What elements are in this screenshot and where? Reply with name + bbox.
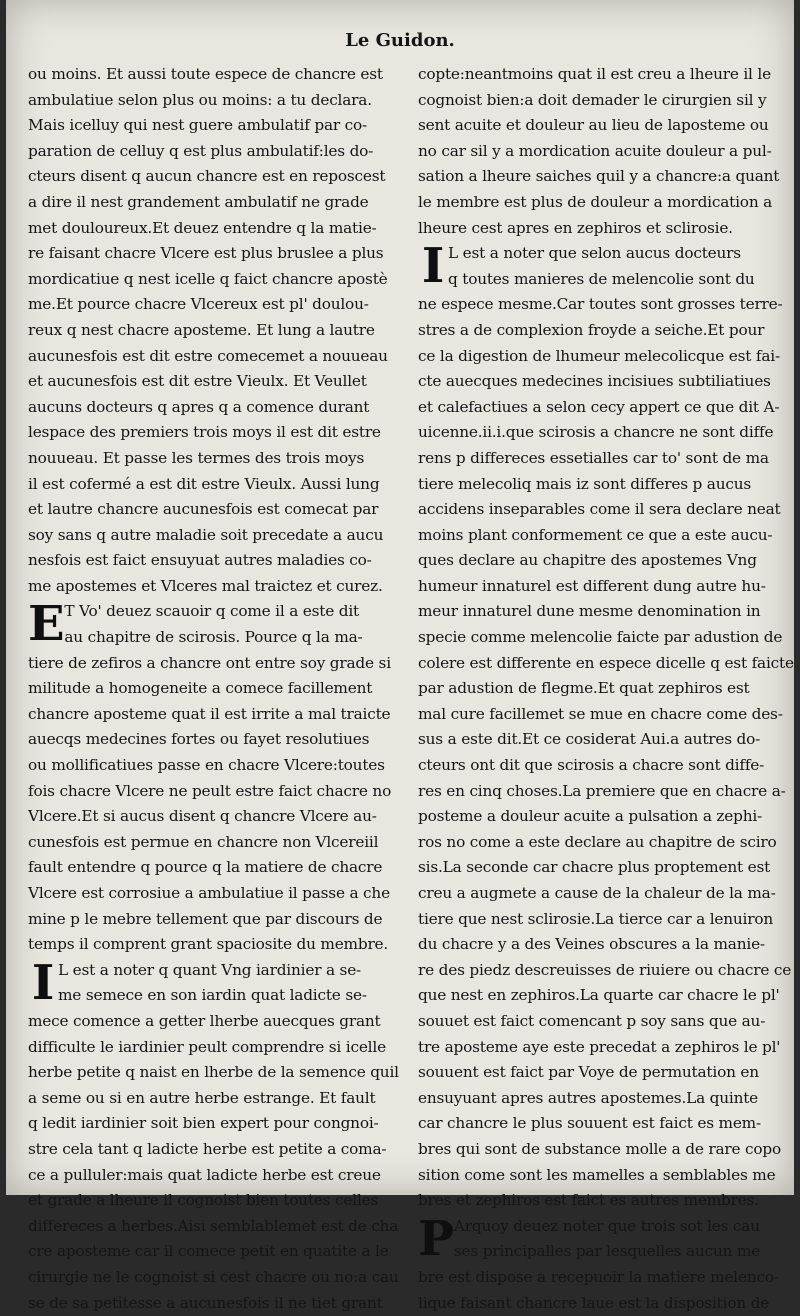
text-line: moins plant conformement ce que a este aucu-	[418, 523, 788, 549]
drop-capital: P	[418, 1214, 454, 1265]
text-line: ambulatiue selon plus ou moins: a tu declara.	[28, 88, 398, 114]
text-line: humeur innaturel est different dung autre hu-	[418, 574, 788, 600]
text-line: du chacre y a des Veines obscures a la manie-	[418, 932, 788, 958]
text-line: q toutes manieres de melencolie sont du	[448, 267, 788, 293]
text-line: sus a este dit.Et ce cosiderat Aui.a autres do-	[418, 727, 788, 753]
text-line: L est a noter que selon aucus docteurs	[448, 241, 788, 267]
text-line: il est cofermé a est dit estre Vieulx. Aussi lung	[28, 472, 398, 498]
text-line: se de sa petitesse a aucunesfois il ne tiet grant	[28, 1291, 398, 1316]
text-line: Vlcere est corrosiue a ambulatiue il passe a che	[28, 881, 398, 907]
text-line: stre cela tant q ladicte herbe est petite a coma-	[28, 1137, 398, 1163]
text-line: que nest en zephiros.La quarte car chacre le pl'	[418, 983, 788, 1009]
text-line: cirurgie ne le cognoist si cest chacre ou no:a cau	[28, 1265, 398, 1291]
text-line: herbe petite q naist en lherbe de la semence quil	[28, 1060, 398, 1086]
text-line: mal cure facillemet se mue en chacre come des-	[418, 702, 788, 728]
text-line: stres a de complexion froyde a seiche.Et pour	[418, 318, 788, 344]
text-line: sent acuite et douleur au lieu de laposteme ou	[418, 113, 788, 139]
text-line: re des piedz descreuisses de riuiere ou chacre ce	[418, 958, 788, 984]
drop-capital: E	[28, 599, 64, 650]
text-line: ses principalles par lesquelles aucun me	[454, 1239, 788, 1265]
text-line: sation a lheure saiches quil y a chancre:a quant	[418, 164, 788, 190]
text-line: q ledit iardinier soit bien expert pour congnoi-	[28, 1111, 398, 1137]
text-line: tre aposteme aye este precedat a zephiros le pl'	[418, 1035, 788, 1061]
text-line: sis.La seconde car chacre plus proptement est	[418, 855, 788, 881]
text-line: militude a homogeneite a comece facillement	[28, 676, 398, 702]
book-page	[6, 0, 794, 1195]
text-line: et lautre chancre aucunesfois est comecat par	[28, 497, 398, 523]
text-line: a dire il nest grandement ambulatif ne grade	[28, 190, 398, 216]
text-line: soy sans q autre maladie soit precedate a aucu	[28, 523, 398, 549]
left-paragraph-1	[28, 62, 398, 599]
text-line: sition come sont les mamelles a semblables me	[418, 1163, 788, 1189]
text-line: uicenne.ii.i.que scirosis a chancre ne sont diffe	[418, 420, 788, 446]
text-line: souuet est faict comencant p soy sans que au-	[418, 1009, 788, 1035]
text-line: Vlcere.Et si aucus disent q chancre Vlcere au-	[28, 804, 398, 830]
text-line: nesfois est faict ensuyuat autres maladies co-	[28, 548, 398, 574]
text-line: Arquoy deuez noter que trois sot les cau	[454, 1214, 788, 1240]
text-line: a seme ou si en autre herbe estrange. Et fault	[28, 1086, 398, 1112]
text-line: bres qui sont de substance molle a de rare copo	[418, 1137, 788, 1163]
text-line: tiere que nest sclirosie.La tierce car a lenuiron	[418, 907, 788, 933]
left-paragraph-3-opening	[28, 958, 398, 1009]
text-line: fault entendre q pource q la matiere de chacre	[28, 855, 398, 881]
text-line: fois chacre Vlcere ne peult estre faict chacre no	[28, 779, 398, 805]
text-line: L est a noter q quant Vng iardinier a se-	[58, 958, 398, 984]
text-line: tiere melecoliq mais iz sont differes p aucus	[418, 472, 788, 498]
text-line: et calefactiues a selon cecy appert ce que dit A-	[418, 395, 788, 421]
text-line: le membre est plus de douleur a mordication a	[418, 190, 788, 216]
text-line: met douloureux.Et deuez entendre q la matie-	[28, 216, 398, 242]
right-paragraph-2	[418, 292, 788, 1213]
text-line: cre aposteme car il comece petit en quatite a le	[28, 1239, 398, 1265]
text-line: mine p le mebre tellement que par discours de	[28, 907, 398, 933]
text-line: ensuyuant apres autres apostemes.La quinte	[418, 1086, 788, 1112]
text-line: nouueau. Et passe les termes des trois moys	[28, 446, 398, 472]
text-line: ce a pulluler:mais quat ladicte herbe est creue	[28, 1163, 398, 1189]
text-line: ques declare au chapitre des apostemes Vng	[418, 548, 788, 574]
text-line: paration de celluy q est plus ambulatif:les do-	[28, 139, 398, 165]
text-line: aucunesfois est dit estre comecemet a nouueau	[28, 344, 398, 370]
text-line: differeces a herbes.Aisi semblablemet est de cha	[28, 1214, 398, 1240]
right-paragraph-1	[418, 62, 788, 241]
text-line: chancre aposteme quat il est irrite a mal traicte	[28, 702, 398, 728]
text-line: cognoist bien:a doit demader le cirurgien sil y	[418, 88, 788, 114]
text-line: ou moins. Et aussi toute espece de chancre est	[28, 62, 398, 88]
text-line: reux q nest chacre aposteme. Et lung a lautre	[28, 318, 398, 344]
text-line: copte:neantmoins quat il est creu a lheure il le	[418, 62, 788, 88]
text-line: et grade a lheure il cognoist bien toutes celles	[28, 1188, 398, 1214]
text-line: res en cinq choses.La premiere que en chacre a-	[418, 779, 788, 805]
text-line: au chapitre de scirosis. Pource q la ma-	[64, 625, 398, 651]
right-text-column	[418, 62, 788, 1316]
text-line: temps il comprent grant spaciosite du membre.	[28, 932, 398, 958]
text-line: lheure cest apres en zephiros et sclirosie.	[418, 216, 788, 242]
text-line: difficulte le iardinier peult comprendre si icelle	[28, 1035, 398, 1061]
text-line: me apostemes et Vlceres mal traictez et curez.	[28, 574, 398, 600]
text-line: re faisant chacre Vlcere est plus bruslee a plus	[28, 241, 398, 267]
drop-capital: I	[418, 241, 448, 292]
text-line: me semece en son iardin quat ladicte se-	[58, 983, 398, 1009]
text-line: lique faisant chancre laue est la disposition de	[418, 1291, 788, 1316]
text-line: no car sil y a mordication acuite douleur a pul-	[418, 139, 788, 165]
text-line: specie comme melencolie faicte par adustion de	[418, 625, 788, 651]
text-line: mece comence a getter lherbe auecques grant	[28, 1009, 398, 1035]
left-paragraph-3	[28, 1009, 398, 1316]
text-line: car chancre le plus souuent est faict es mem-	[418, 1111, 788, 1137]
running-title: Le Guidon.	[6, 30, 794, 51]
text-line: ros no come a este declare au chapitre de sciro	[418, 830, 788, 856]
text-line: colere est differente en espece dicelle q est faicte	[418, 651, 788, 677]
text-line: auecqs medecines fortes ou fayet resolutiues	[28, 727, 398, 753]
text-line: me.Et pource chacre Vlcereux est pl' doulou-	[28, 292, 398, 318]
text-line: ou mollificatiues passe en chacre Vlcere:toutes	[28, 753, 398, 779]
left-paragraph-2	[28, 651, 398, 958]
text-line: accidens inseparables come il sera declare neat	[418, 497, 788, 523]
text-line: posteme a douleur acuite a pulsation a zephi-	[418, 804, 788, 830]
text-line: meur innaturel dune mesme denomination in	[418, 599, 788, 625]
right-paragraph-3-opening	[418, 1214, 788, 1265]
text-line: cteurs ont dit que scirosis a chacre sont diffe-	[418, 753, 788, 779]
text-line: par adustion de flegme.Et quat zephiros est	[418, 676, 788, 702]
drop-capital: I	[28, 958, 58, 1009]
right-paragraph-3	[418, 1265, 788, 1316]
left-paragraph-2-opening	[28, 599, 398, 650]
text-line: tiere de zefiros a chancre ont entre soy grade si	[28, 651, 398, 677]
text-line: aucuns docteurs q apres q a comence durant	[28, 395, 398, 421]
text-line: creu a augmete a cause de la chaleur de la ma-	[418, 881, 788, 907]
text-line: ne espece mesme.Car toutes sont grosses terre-	[418, 292, 788, 318]
text-line: T Vo' deuez scauoir q come il a este dit	[64, 599, 398, 625]
text-line: ce la digestion de lhumeur melecolicque est fai-	[418, 344, 788, 370]
text-line: et aucunesfois est dit estre Vieulx. Et Veullet	[28, 369, 398, 395]
text-line: rens p differeces essetialles car to' sont de ma	[418, 446, 788, 472]
text-line: lespace des premiers trois moys il est dit estre	[28, 420, 398, 446]
text-line: souuent est faict par Voye de permutation en	[418, 1060, 788, 1086]
text-line: cunesfois est permue en chancre non Vlcereiil	[28, 830, 398, 856]
right-paragraph-2-opening	[418, 241, 788, 292]
text-line: mordicatiue q nest icelle q faict chancre apostè	[28, 267, 398, 293]
text-line: bres et zephiros est faict es autres membres.	[418, 1188, 788, 1214]
text-line: cte auecques medecines incisiues subtiliatiues	[418, 369, 788, 395]
text-line: bre est dispose a recepuoir la matiere melenco-	[418, 1265, 788, 1291]
text-line: cteurs disent q aucun chancre est en reposcest	[28, 164, 398, 190]
text-line: Mais icelluy qui nest guere ambulatif par co-	[28, 113, 398, 139]
left-text-column	[28, 62, 398, 1316]
